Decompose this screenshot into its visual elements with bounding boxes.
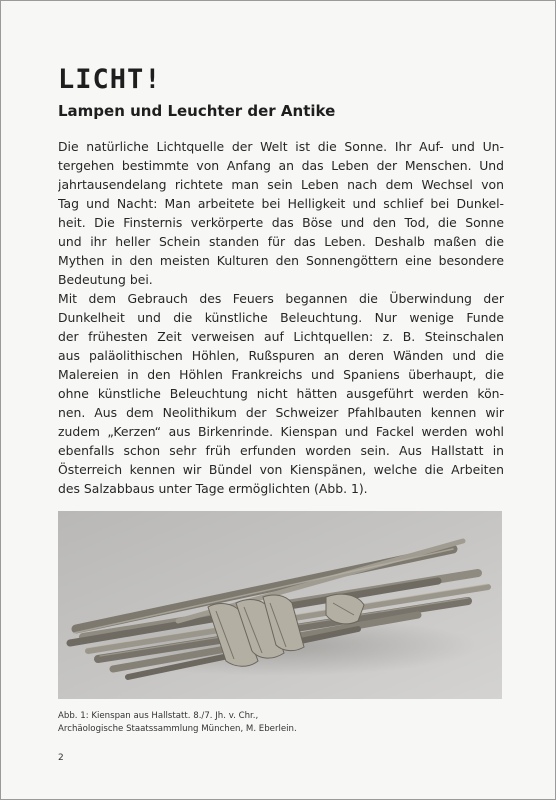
body-text-line: ohne künstliche Beleuchtung nicht hätten ausgeführt werden kön- (58, 386, 504, 401)
body-text-line: nen. Aus dem Neolithikum der Schweizer Pfahlbauten kennen wir (58, 405, 504, 420)
caption-line-1: Abb. 1: Kienspan aus Hallstatt. 8./7. Jh. v. Chr., (58, 711, 259, 721)
caption-line-2: Archäologische Staatssammlung München, M. Eberlein. (58, 724, 297, 734)
body-text-line: der frühesten Zeit verweisen auf Lichtquellen: z. B. Steinschalen (58, 329, 504, 344)
body-text-line: jahrtausendelang richtete man sein Leben nach dem Wechsel von (58, 177, 504, 192)
body-text (58, 137, 504, 498)
body-text-line: Die natürliche Lichtquelle der Welt ist die Sonne. Ihr Auf- und Un- (58, 139, 504, 154)
body-text-line: Dunkelheit und die künstliche Beleuchtung. Nur wenige Funde (58, 310, 504, 325)
body-text-line: des Salzabbaus unter Tage ermöglichten (Abb. 1). (58, 481, 368, 496)
body-text-line: aus paläolithischen Höhlen, Rußspuren an deren Wänden und die (58, 348, 504, 363)
body-text-line: zudem „Kerzen“ aus Birkenrinde. Kienspan und Fackel werden wohl (58, 424, 504, 439)
page-number: 2 (58, 753, 64, 763)
kienspan-bundle-image (58, 511, 502, 699)
body-text-line: Malereien in den Höhlen Frankreichs und Spaniens überhaupt, die (58, 367, 504, 382)
figure-kienspan-photo (58, 511, 502, 699)
figure-caption (58, 710, 297, 736)
body-text-line: Mit dem Gebrauch des Feuers begannen die Überwindung der (58, 291, 504, 306)
body-text-line: und ihr heller Schein standen für das Leben. Deshalb maßen die (58, 234, 504, 249)
body-text-line: Bedeutung bei. (58, 272, 153, 287)
body-text-line: ebenfalls schon sehr früh erfunden worden sein. Aus Hallstatt in (58, 443, 504, 458)
body-text-line: tergehen bestimmte von Anfang an das Leben der Menschen. Und (58, 158, 504, 173)
body-text-line: Österreich kennen wir Bündel von Kienspänen, welche die Arbeiten (58, 462, 504, 477)
page-subtitle: Lampen und Leuchter der Antike (58, 102, 336, 120)
body-text-line: heit. Die Finsternis verkörperte das Böse und den Tod, die Sonne (58, 215, 504, 230)
body-text-line: Tag und Nacht: Man arbeitete bei Helligkeit und schlief bei Dunkel- (58, 196, 504, 211)
page-title: LICHT! (58, 64, 162, 95)
body-text-line: Mythen in den meisten Kulturen den Sonnengöttern eine besondere (58, 253, 504, 268)
